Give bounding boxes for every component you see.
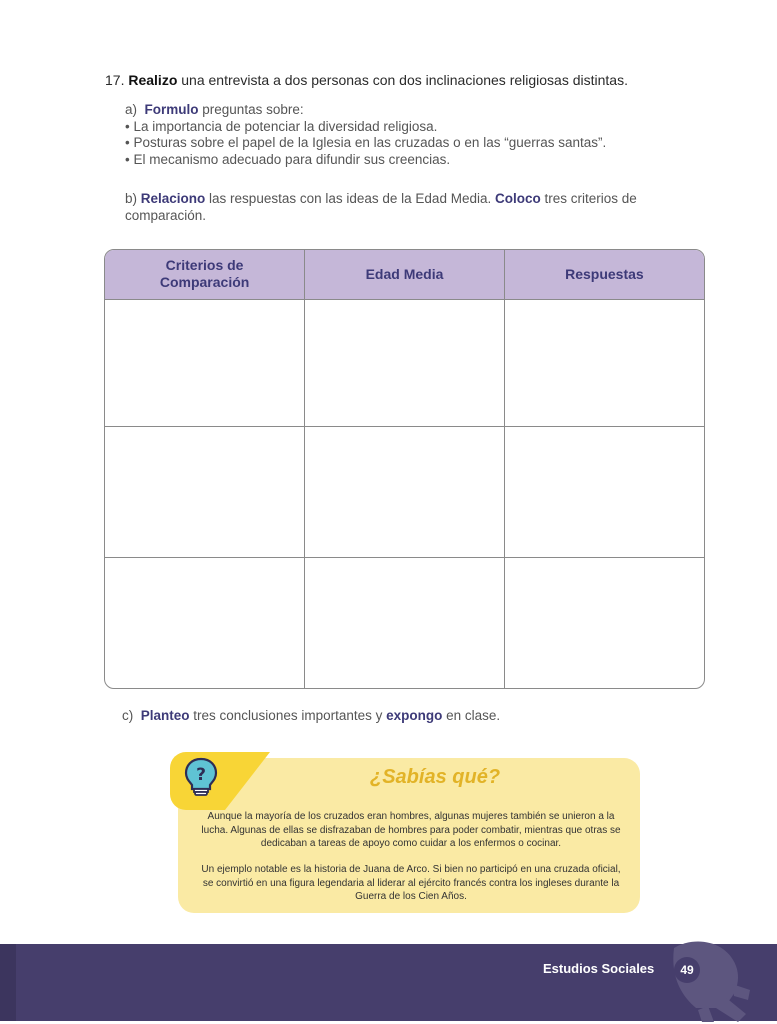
part-b-verb1: Relaciono (140, 191, 206, 206)
question-number: 17. (105, 72, 125, 88)
question-verb: Realizo (128, 72, 178, 88)
part-b-text1: las respuestas con las ideas de la Edad Media. (205, 191, 495, 206)
page-number: 49 (674, 957, 700, 983)
part-c (122, 708, 500, 725)
part-b (125, 191, 670, 224)
bullet-item: • La importancia de potenciar la diversidad religiosa. (125, 118, 438, 134)
part-a-verb: Formulo (144, 102, 199, 117)
header-criterios-label: Criterios de Comparación (159, 257, 250, 291)
table-row (105, 299, 704, 426)
part-c-verb2: expongo (386, 708, 443, 723)
table-cell[interactable] (305, 557, 505, 688)
table-row (105, 557, 704, 688)
part-a (125, 102, 606, 168)
did-you-know-title: ¿Sabías qué? (370, 766, 501, 788)
bullet-item: • Posturas sobre el papel de la Iglesia en las cruzadas o en las “guerras santas”. (125, 135, 607, 150)
svg-text:?: ? (196, 765, 206, 785)
footer-subject: Estudios Sociales (543, 961, 655, 976)
info-paragraph-1: Aunque la mayoría de los cruzados eran hombres, algunas mujeres también se unieron a la lucha. Algunas de ellas se disfrazaban de hombres para poder combatir, mientras que otras se dedicaban a tareas de apoyo como cuidar a los enfermos o cocinar. (201, 811, 621, 849)
question-text: una entrevista a dos personas con dos inclinaciones religiosas distintas. (177, 72, 628, 88)
part-c-letter: c) (122, 708, 134, 723)
table-header-row (105, 250, 704, 299)
header-respuestas: Respuestas (504, 250, 704, 299)
table-row (105, 426, 704, 557)
table-cell[interactable] (504, 299, 704, 426)
part-a-text: preguntas sobre: (198, 102, 304, 117)
comparison-table (104, 249, 705, 689)
part-a-intro (125, 102, 606, 119)
bullet-item: • El mecanismo adecuado para difundir sus creencias. (125, 151, 451, 167)
footer-edge (0, 944, 16, 1021)
table-cell[interactable] (504, 426, 704, 557)
question-title (105, 72, 628, 88)
part-b-letter: b) (125, 191, 138, 206)
info-paragraph-2: Un ejemplo notable es la historia de Juana de Arco. Si bien no participó en una cruzada oficial, se convirtió en una figura legendaria al liderar al ejército francés contra los ingleses durante la Guerra de los Cien Años. (201, 864, 621, 902)
table-cell[interactable] (504, 557, 704, 688)
table-cell[interactable] (305, 426, 505, 557)
part-b-verb2: Coloco (494, 191, 541, 206)
header-criterios (105, 250, 305, 299)
part-c-text1: tres conclusiones importantes y (189, 708, 387, 723)
part-c-verb1: Planteo (140, 708, 190, 723)
header-edad-media: Edad Media (305, 250, 505, 299)
table-cell[interactable] (305, 299, 505, 426)
lightbulb-question-icon (183, 757, 219, 797)
table-cell[interactable] (105, 426, 305, 557)
part-b-text2: tres criterios de comparación. (125, 191, 637, 223)
table-cell[interactable] (105, 557, 305, 688)
part-c-text2: en clase. (442, 708, 501, 723)
part-a-letter: a) (125, 102, 138, 117)
rocket-icon (654, 936, 754, 1022)
table-cell[interactable] (105, 299, 305, 426)
